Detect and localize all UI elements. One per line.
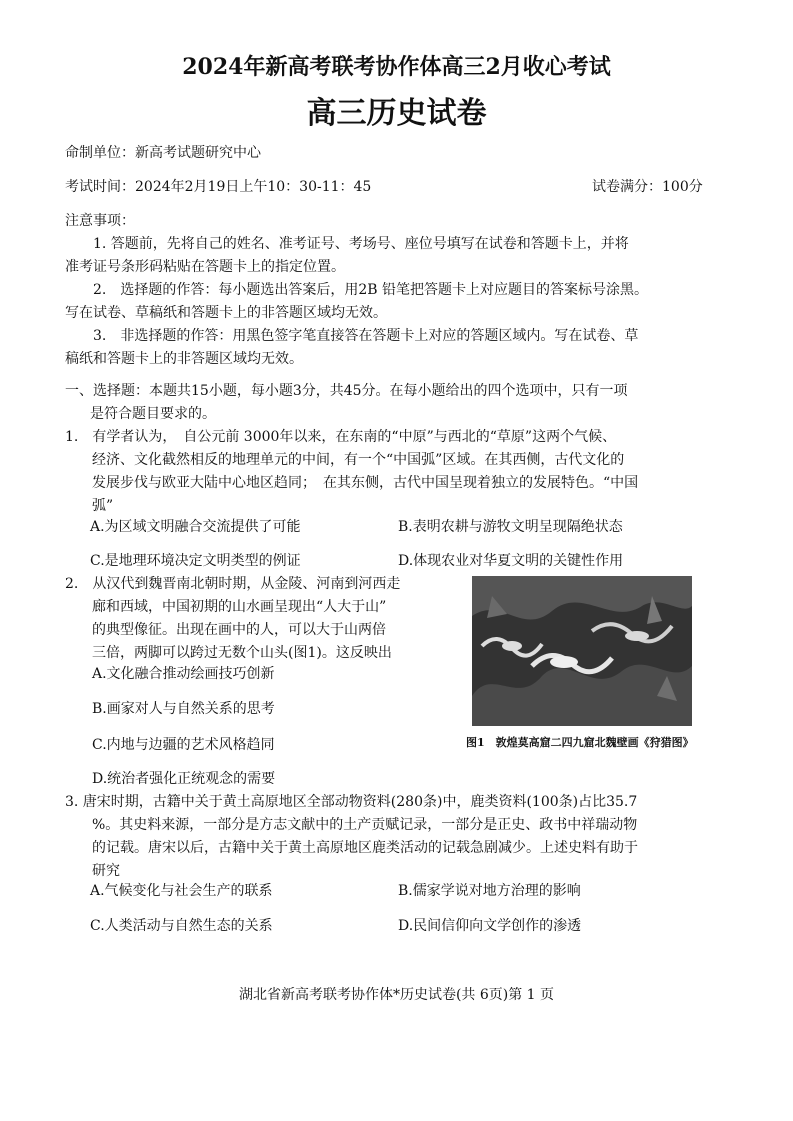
q2-stem: 廊和西域，中国初期的山水画呈现出“人大于山” [92,599,387,615]
q1-option-b: B.表明农耕与游牧文明呈现隔绝状态 [398,519,623,535]
q1-stem: 弧” [92,498,114,514]
q2-option-a: A.文化融合推动绘画技巧创新 [92,666,275,682]
q1-stem: 发展步伐与欧亚大陆中心地区趋同； 在其东侧，古代中国呈现着独立的发展特色。“中国 [92,475,639,491]
q2-option-b: B.画家对人与自然关系的思考 [92,701,275,717]
q2-option-c: C.内地与边疆的艺术风格趋同 [92,737,275,753]
notice-line: 2. 选择题的作答：每小题选出答案后，用2B 铅笔把答题卡上对应题目的答案标号涂黑。 [93,282,649,298]
time-line: 考试时间：2024年2月19日上午10：30-11：45 [65,179,372,195]
section-heading: 一、选择题：本题共15小题，每小题3分，共45分。在每小题给出的四个选项中，只有一项 [65,383,628,399]
hunting-mural-illustration [472,576,692,726]
notice-line: 稿纸和答题卡上的非答题区域均无效。 [65,351,303,367]
q3-stem: 的记载。唐宋以后，古籍中关于黄土高原地区鹿类活动的记载急剧减少。上述史料有助于 [92,840,638,856]
section-heading-cont: 是符合题目要求的。 [90,406,216,422]
unit-line: 命制单位：新高考试题研究中心 [65,145,261,161]
q1-stem: 1. 有学者认为， 自公元前 3000年以来，在东南的“中原”与西北的“草原”这两个气候、 [65,429,617,445]
page-footer: 湖北省新高考联考协作体*历史试卷(共 6页)第 1 页 [238,987,555,1003]
notice-line: 准考证号条形码粘贴在答题卡上的指定位置。 [65,259,345,275]
notice-line: 写在试卷、草稿纸和答题卡上的非答题区域均无效。 [65,305,387,321]
q1-stem: 经济、文化截然相反的地理单元的中间，有一个“中国弧”区域。在其西侧，古代文化的 [92,452,625,468]
q3-option-b: B.儒家学说对地方治理的影响 [398,883,581,899]
exam-title: 2024年新高考联考协作体高三2月收心考试 [182,54,611,80]
notice-line: 3. 非选择题的作答：用黑色签字笔直接答在答题卡上对应的答题区域内。写在试卷、草 [93,328,639,344]
notice-line: 1. 答题前，先将自己的姓名、准考证号、考场号、座位号填写在试卷和答题卡上，并将 [93,236,629,252]
q2-stem: 三倍，两脚可以跨过无数个山头(图1)。这反映出 [92,645,392,661]
q3-stem: 研究 [92,863,120,879]
q1-option-c: C.是地理环境决定文明类型的例证 [90,553,301,569]
q1-option-d: D.体现农业对华夏文明的关键性作用 [398,553,624,569]
q3-option-a: A.气候变化与社会生产的联系 [90,883,273,899]
q3-stem: %。其史料来源，一部分是方志文献中的土产贡赋记录，一部分是正史、政书中祥瑞动物 [92,817,638,833]
figure-caption: 图1 敦煌莫高窟二四九窟北魏壁画《狩猎图》 [466,736,694,749]
notice-heading: 注意事项： [65,213,135,229]
q3-option-c: C.人类活动与自然生态的关系 [90,918,273,934]
q2-stem: 2. 从汉代到魏晋南北朝时期，从金陵、河南到河西走 [65,576,401,592]
mural-image [472,576,692,726]
q2-stem: 的典型像征。出现在画中的人，可以大于山两倍 [92,622,386,638]
q3-stem: 3. 唐宋时期，古籍中关于黄土高原地区全部动物资料(280条)中，鹿类资料(100条)占比35.7 [65,794,638,810]
exam-subtitle: 高三历史试卷 [306,96,487,131]
q2-option-d: D.统治者强化正统观念的需要 [92,771,276,787]
q1-option-a: A.为区域文明融合交流提供了可能 [90,519,301,535]
q3-option-d: D.民间信仰向文学创作的渗透 [398,918,582,934]
score-line: 试卷满分：100分 [592,179,703,195]
